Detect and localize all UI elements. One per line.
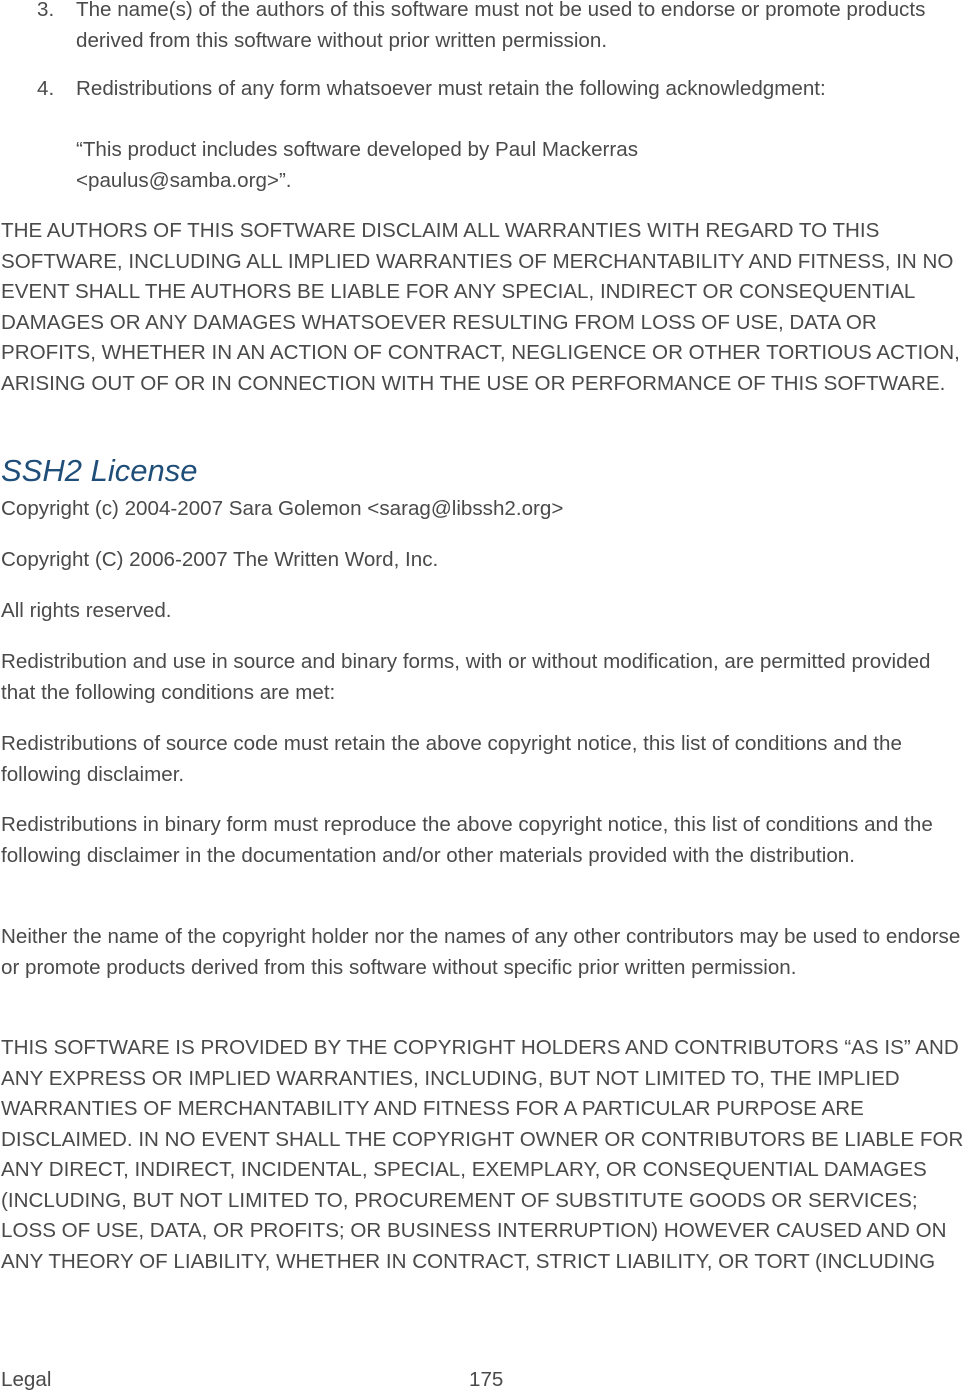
quote-text: “This product includes software developed by Paul Mackerras <paulus@samba.org>”. (76, 138, 639, 192)
authors-disclaimer: THE AUTHORS OF THIS SOFTWARE DISCLAIM ALL WARRANTIES WITH REGARD TO THIS SOFTWARE, INCLUDING ALL IMPLIED WARRANTIES OF MERCHANTABILITY AND FITNESS, IN NO EVENT SHALL THE AUTHORS BE LIABLE FOR ANY SPECIAL, INDIRECT OR CONSEQUENTIAL DAMAGES OR ANY DAMAGES WHATSOEVER RESULTING FROM LOSS OF USE, DATA OR PROFITS, WHETHER IN AN ACTION OF CONTRACT, NEGLIGENCE OR OTHER TORTIOUS ACTION, ARISING OUT OF OR IN CONNECTION WITH THE USE OR PERFORMANCE OF THIS SOFTWARE. (1, 219, 960, 395)
list-number: 4. (37, 77, 55, 100)
paragraph: Neither the name of the copyright holder nor the names of any other contributors may be used to endorse or promote products derived from this software without specific prior written permission. (1, 925, 961, 979)
page-number: 175 (469, 1368, 504, 1391)
ssh2-disclaimer: THIS SOFTWARE IS PROVIDED BY THE COPYRIGHT HOLDERS AND CONTRIBUTORS “AS IS” AND ANY EXPRESS OR IMPLIED WARRANTIES, INCLUDING, BUT NOT LIMITED TO, THE IMPLIED WARRANTIES OF MERCHANTABILITY AND FITNESS FOR A PARTICULAR PURPOSE ARE DISCLAIMED. IN NO EVENT SHALL THE COPYRIGHT OWNER OR CONTRIBUTORS BE LIABLE FOR ANY DIRECT, INDIRECT, INCIDENTAL, SPECIAL, EXEMPLARY, OR CONSEQUENTIAL DAMAGES (INCLUDING, BUT NOT LIMITED TO, PROCUREMENT OF SUBSTITUTE GOODS OR SERVICES; LOSS OF USE, DATA, OR PROFITS; OR BUSINESS INTERRUPTION) HOWEVER CAUSED AND ON ANY THEORY OF LIABILITY, WHETHER IN CONTRACT, STRICT LIABILITY, OR TORT (INCLUDING (1, 1036, 964, 1273)
list-item-text: Redistributions of any form whatsoever must retain the following acknowledgment: (76, 77, 826, 100)
paragraph: Redistributions of source code must retain the above copyright notice, this list of conditions and the following disclaimer. (1, 732, 902, 786)
paragraph: Redistributions in binary form must reproduce the above copyright notice, this list of conditions and the following disclaimer in the documentation and/or other materials provided with the distribution. (1, 813, 933, 867)
paragraph: Redistribution and use in source and binary forms, with or without modification, are permitted provided that the following conditions are met: (1, 650, 931, 704)
copyright-line: Copyright (C) 2006-2007 The Written Word, Inc. (1, 548, 439, 571)
section-heading: SSH2 License (1, 453, 198, 488)
copyright-line: Copyright (c) 2004-2007 Sara Golemon <sarag@libssh2.org> (1, 497, 564, 520)
rights-reserved: All rights reserved. (1, 599, 172, 622)
list-number: 3. (37, 0, 55, 21)
footer-section-label: Legal (1, 1368, 52, 1391)
list-item-text: The name(s) of the authors of this software must not be used to endorse or promote products derived from this software without prior written permission. (76, 0, 926, 52)
